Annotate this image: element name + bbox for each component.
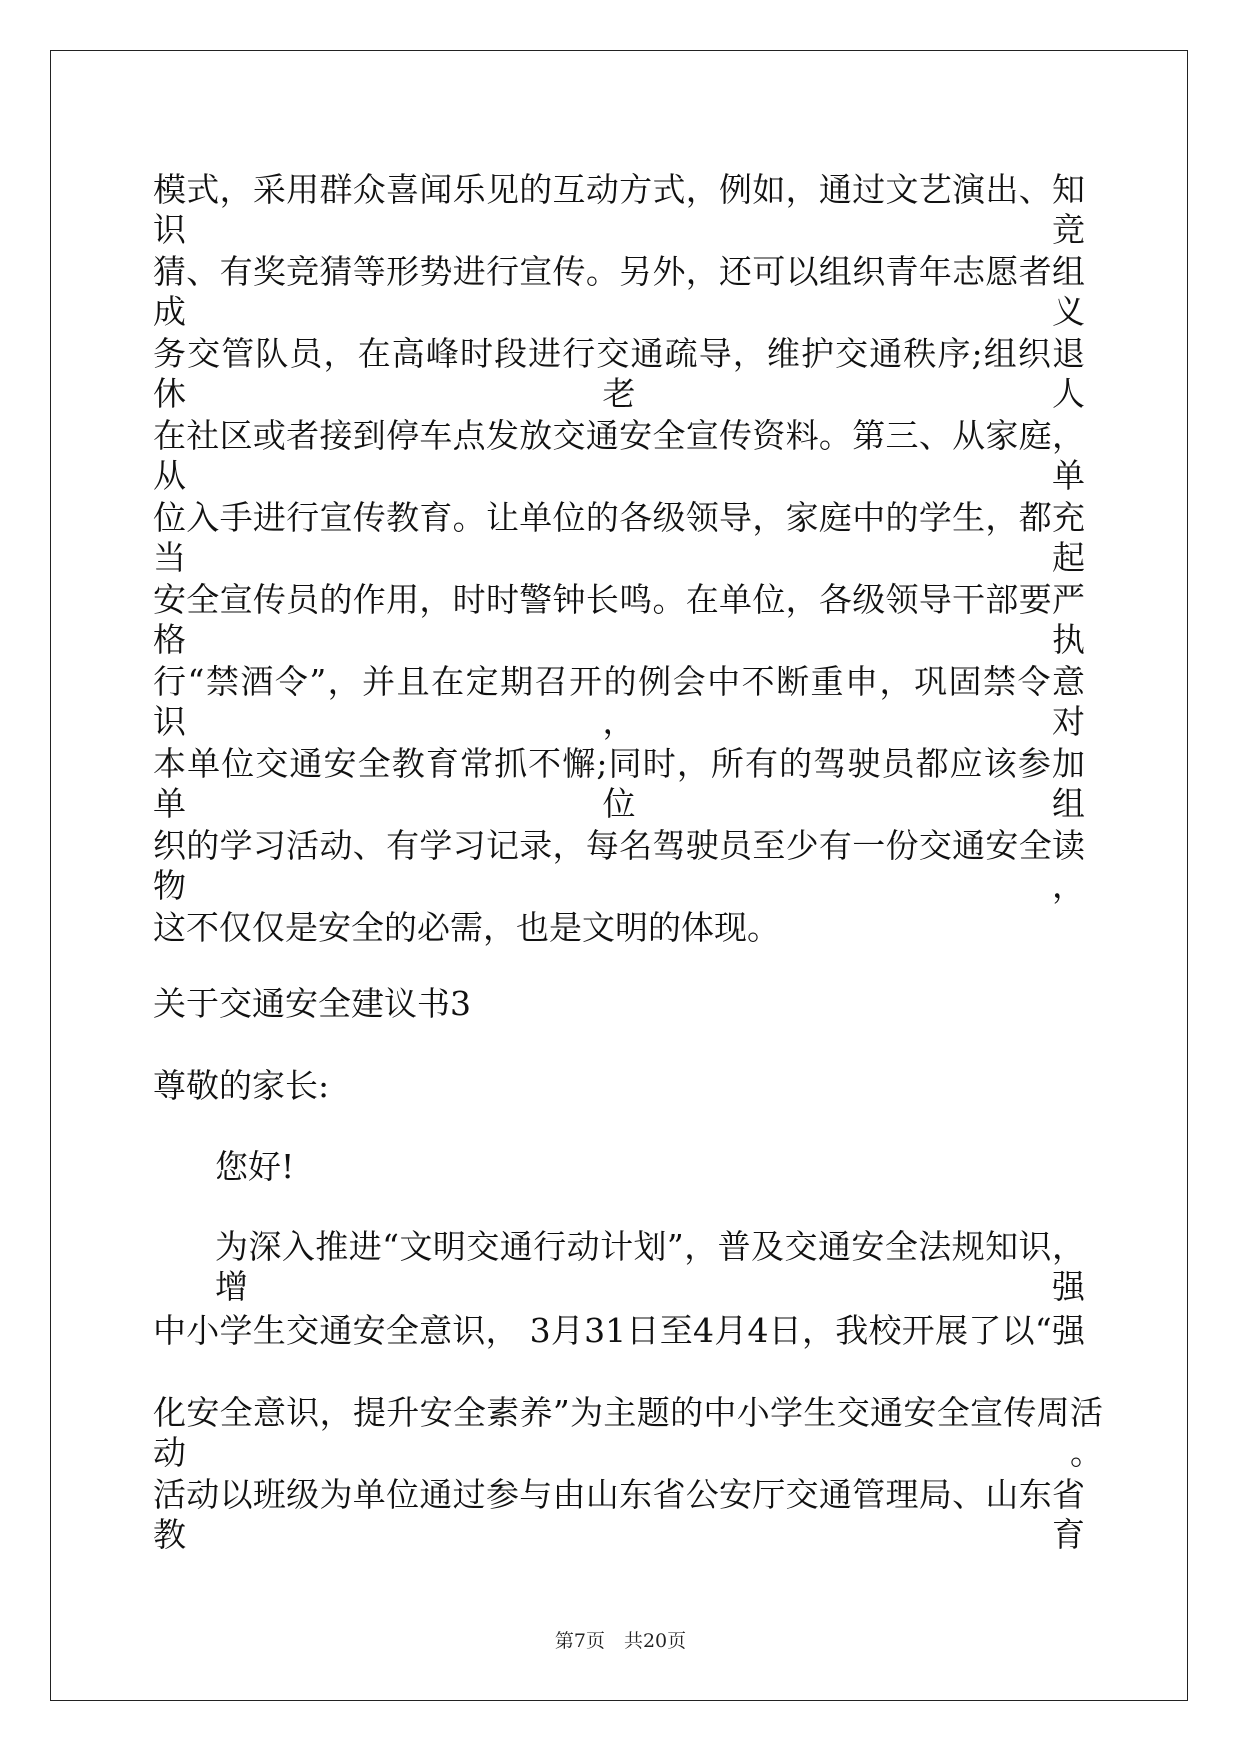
body-line: 织的学习活动、有学习记录，每名驾驶员至少有一份交通安全读物， — [153, 826, 1085, 905]
body-line: 行“禁酒令”，并且在定期召开的例会中不断重申，巩固禁令意识，对 — [153, 662, 1085, 741]
section-title: 关于交通安全建议书3 — [153, 984, 471, 1023]
body-line: 在社区或者接到停车点发放交通安全宣传资料。第三、从家庭，从单 — [153, 416, 1085, 495]
body-line: 本单位交通安全教育常抓不懈;同时，所有的驾驶员都应该参加单位组 — [153, 744, 1085, 823]
letter-line: 化安全意识，提升安全素养”为主题的中小学生交通安全宣传周活动。 — [153, 1393, 1103, 1472]
letter-line: 活动以班级为单位通过参与由山东省公安厅交通管理局、山东省教育 — [153, 1475, 1085, 1554]
body-line: 位入手进行宣传教育。让单位的各级领导，家庭中的学生，都充当起 — [153, 498, 1085, 577]
body-line: 这不仅仅是安全的必需，也是文明的体现。 — [153, 908, 780, 947]
salutation: 尊敬的家长: — [153, 1066, 330, 1105]
body-line: 安全宣传员的作用，时时警钟长鸣。在单位，各级领导干部要严格执 — [153, 580, 1085, 659]
letter-line: 为深入推进“文明交通行动计划”，普及交通安全法规知识，增强 — [215, 1227, 1085, 1306]
greeting: 您好! — [215, 1147, 295, 1186]
body-line: 猜、有奖竞猜等形势进行宣传。另外，还可以组织青年志愿者组成义 — [153, 252, 1085, 331]
page-number: 第7页 共20页 — [554, 1630, 687, 1652]
body-line: 模式，采用群众喜闻乐见的互动方式，例如，通过文艺演出、知识竞 — [153, 170, 1085, 249]
letter-line: 中小学生交通安全意识， 3月31日至4月4日，我校开展了以“强 — [153, 1311, 1085, 1350]
body-line: 务交管队员，在高峰时段进行交通疏导，维护交通秩序;组织退休老人 — [153, 334, 1085, 413]
